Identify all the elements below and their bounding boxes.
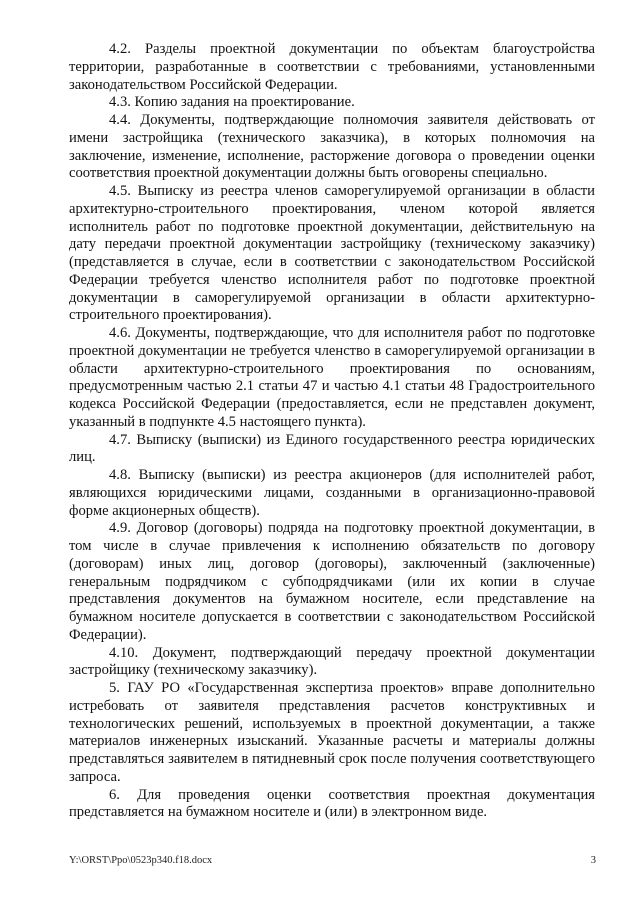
paragraph-5: 5. ГАУ РО «Государственная экспертиза проектов» вправе дополнительно истребовать от заявителя представления расчетов конструктивных и технологических решений, используемых в проектной документации, а также материалов инженерных изысканий. Указанные расчеты и материалы должны представляться заявителем в пятидневный срок после получения соответствующего запроса. (69, 680, 595, 785)
paragraph-4-7: 4.7. Выписку (выписки) из Единого государственного реестра юридических лиц. (69, 431, 595, 466)
paragraph-4-10: 4.10. Документ, подтверждающий передачу проектной документации застройщику (техническому заказчику). (69, 644, 595, 679)
document-body (69, 41, 595, 822)
paragraph-4-2: 4.2. Разделы проектной документации по объектам благоустройства территории, разработанные в соответствии с требованиями, установленными законодательством Российской Федерации. (69, 41, 595, 93)
footer-page-number: 3 (590, 855, 596, 866)
paragraph-6: 6. Для проведения оценки соответствия проектная документация представляется на бумажном носителе и (или) в электронном виде. (69, 786, 595, 821)
footer-file-path: Y:\ORST\Ppo\0523p340.f18.docx (69, 855, 213, 866)
paragraph-4-4: 4.4. Документы, подтверждающие полномочия заявителя действовать от имени застройщика (технического заказчика), в которых полномочия на заключение, изменение, исполнение, расторжение договора о проведении оценки соответствия проектной документации должны быть оговорены специально. (69, 112, 595, 182)
paragraph-4-9: 4.9. Договор (договоры) подряда на подготовку проектной документации, в том числе в случае привлечения к исполнению обязательств по договору (договорам) иных лиц, договор (договоры), заключенный (заключенные) генеральным подрядчиком с субподрядчиками (или их копии в случае представления документов на бумажном носителе, если представление на бумажном носителе допускается в соответствии с законодательством Российской Федерации). (69, 520, 595, 643)
paragraph-4-8: 4.8. Выписку (выписки) из реестра акционеров (для исполнителей работ, являющихся юридическими лицами, созданными в организационно-правовой форме акционерных обществ). (69, 467, 595, 519)
paragraph-4-5: 4.5. Выписку из реестра членов саморегулируемой организации в области архитектурно-строительного проектирования, членом которой является исполнитель работ по подготовке проектной документации, действительную на дату передачи проектной документации застройщику (техническому заказчику) (представляется в случае, если в соответствии с законодательством Российской Федерации требуется членство исполнителя работ по подготовке проектной документации в саморегулируемой организации в области архитектурно-строительного проектирования). (69, 183, 595, 324)
paragraph-4-3: 4.3. Копию задания на проектирование. (109, 94, 355, 111)
paragraph-4-6: 4.6. Документы, подтверждающие, что для исполнителя работ по подготовке проектной документации не требуется членство в саморегулируемой организации в области архитектурно-строительного проектирования по основаниям, предусмотренным частью 2.1 статьи 47 и частью 4.1 статьи 48 Градостроительного кодекса Российской Федерации (предоставляется, если не представлен документ, указанный в подпункте 4.5 настоящего пункта). (69, 325, 595, 430)
